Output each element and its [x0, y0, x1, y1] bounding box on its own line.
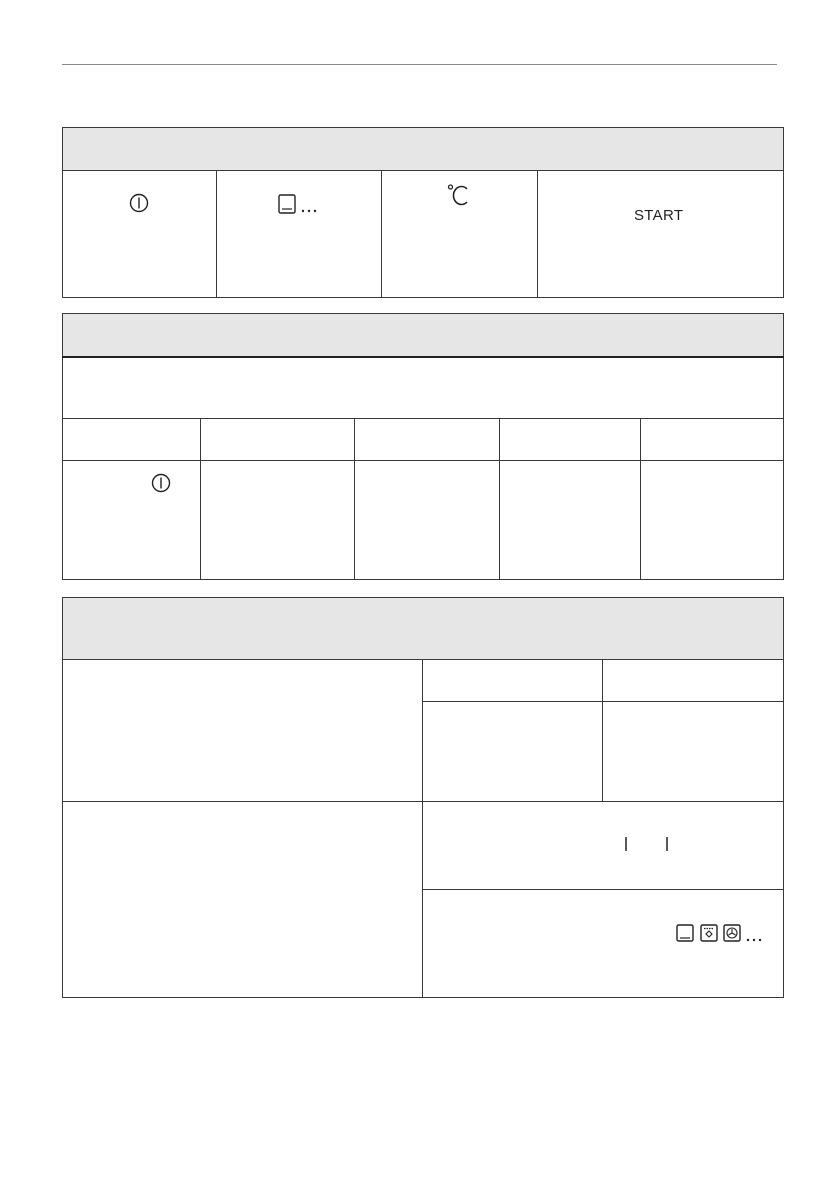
table-header [63, 314, 784, 357]
option-label-cell [63, 660, 423, 802]
table-header [63, 128, 784, 171]
data-cell [355, 461, 500, 580]
option-label-cell [63, 802, 423, 998]
power-icon [129, 193, 149, 213]
instruction-cell [423, 802, 784, 890]
oven-function-icon [676, 924, 694, 942]
fan-circle-icon [723, 924, 741, 942]
cell-start [538, 171, 784, 298]
column-header-cell [603, 660, 784, 702]
column-header-cell [641, 419, 784, 461]
fan-grill-icon [700, 924, 718, 942]
column-header-cell [63, 419, 201, 461]
cell-power [63, 171, 217, 298]
oven-function-icon [278, 194, 296, 214]
ellipsis-icon [301, 209, 317, 213]
data-cell [201, 461, 355, 580]
degree-celsius-icon [447, 183, 471, 207]
settings-table [62, 313, 784, 580]
divider-bar-icon [624, 836, 628, 852]
data-cell [603, 702, 784, 802]
power-icon [151, 473, 171, 493]
divider-bar-icon [665, 836, 669, 852]
options-table [62, 597, 784, 998]
start-label: START [634, 207, 684, 224]
column-header-cell [423, 660, 603, 702]
column-header-cell [500, 419, 641, 461]
page-top-rule [62, 64, 777, 65]
column-header-cell [201, 419, 355, 461]
table-header [63, 598, 784, 660]
data-cell [423, 702, 603, 802]
column-header-cell [355, 419, 500, 461]
description-row [63, 357, 784, 419]
cell-function [217, 171, 382, 298]
cell-temperature [382, 171, 538, 298]
instruction-cell [423, 890, 784, 998]
control-panel-table [62, 127, 784, 298]
data-cell [63, 461, 201, 580]
ellipsis-icon [746, 938, 762, 942]
data-cell [641, 461, 784, 580]
data-cell [500, 461, 641, 580]
